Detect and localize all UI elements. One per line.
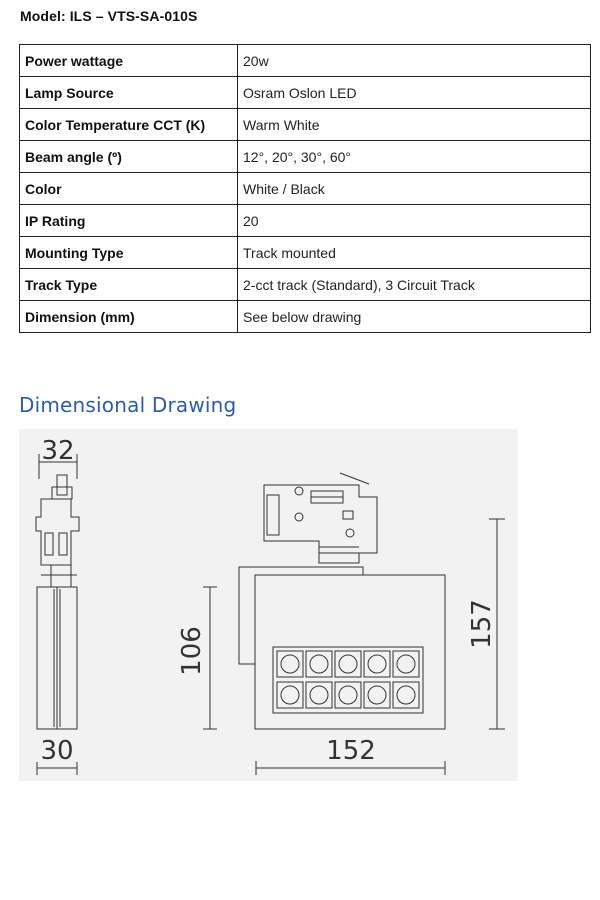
table-row xyxy=(20,205,591,237)
spec-value: White / Black xyxy=(238,173,591,205)
spec-label: Lamp Source xyxy=(20,77,238,109)
spec-value: 20 xyxy=(238,205,591,237)
spec-label: IP Rating xyxy=(20,205,238,237)
front-lamp-body xyxy=(255,575,445,729)
table-row xyxy=(20,109,591,141)
spec-label: Track Type xyxy=(20,269,238,301)
table-row xyxy=(20,77,591,109)
spec-value: Osram Oslon LED xyxy=(238,77,591,109)
table-row xyxy=(20,237,591,269)
spec-label: Power wattage xyxy=(20,45,238,77)
spec-value: Warm White xyxy=(238,109,591,141)
spec-value: 12°, 20°, 30°, 60° xyxy=(238,141,591,173)
spec-value: 20w xyxy=(238,45,591,77)
dim-label-width-front: 152 xyxy=(326,736,376,766)
spec-label: Dimension (mm) xyxy=(20,301,238,333)
dim-label-bottom-width: 30 xyxy=(40,736,74,766)
table-row xyxy=(20,45,591,77)
spec-table xyxy=(19,44,591,333)
dim-label-height-front: 106 xyxy=(177,626,207,676)
dim-label-height-total: 157 xyxy=(467,599,497,649)
spec-value: Track mounted xyxy=(238,237,591,269)
dimensional-drawing xyxy=(19,429,518,781)
spec-label: Color xyxy=(20,173,238,205)
table-row xyxy=(20,173,591,205)
drawing-svg xyxy=(19,429,518,781)
side-view xyxy=(36,475,79,729)
spec-value: See below drawing xyxy=(238,301,591,333)
led-array xyxy=(277,651,419,708)
table-row xyxy=(20,141,591,173)
table-row xyxy=(20,269,591,301)
spec-label: Color Temperature CCT (K) xyxy=(20,109,238,141)
section-title: Dimensional Drawing xyxy=(19,393,237,417)
table-row xyxy=(20,301,591,333)
spec-value: 2-cct track (Standard), 3 Circuit Track xyxy=(238,269,591,301)
dim-label-top-width: 32 xyxy=(41,436,75,466)
spec-label: Beam angle (º) xyxy=(20,141,238,173)
spec-label: Mounting Type xyxy=(20,237,238,269)
model-title: Model: ILS – VTS-SA-010S xyxy=(20,8,198,24)
front-adapter xyxy=(239,473,377,664)
